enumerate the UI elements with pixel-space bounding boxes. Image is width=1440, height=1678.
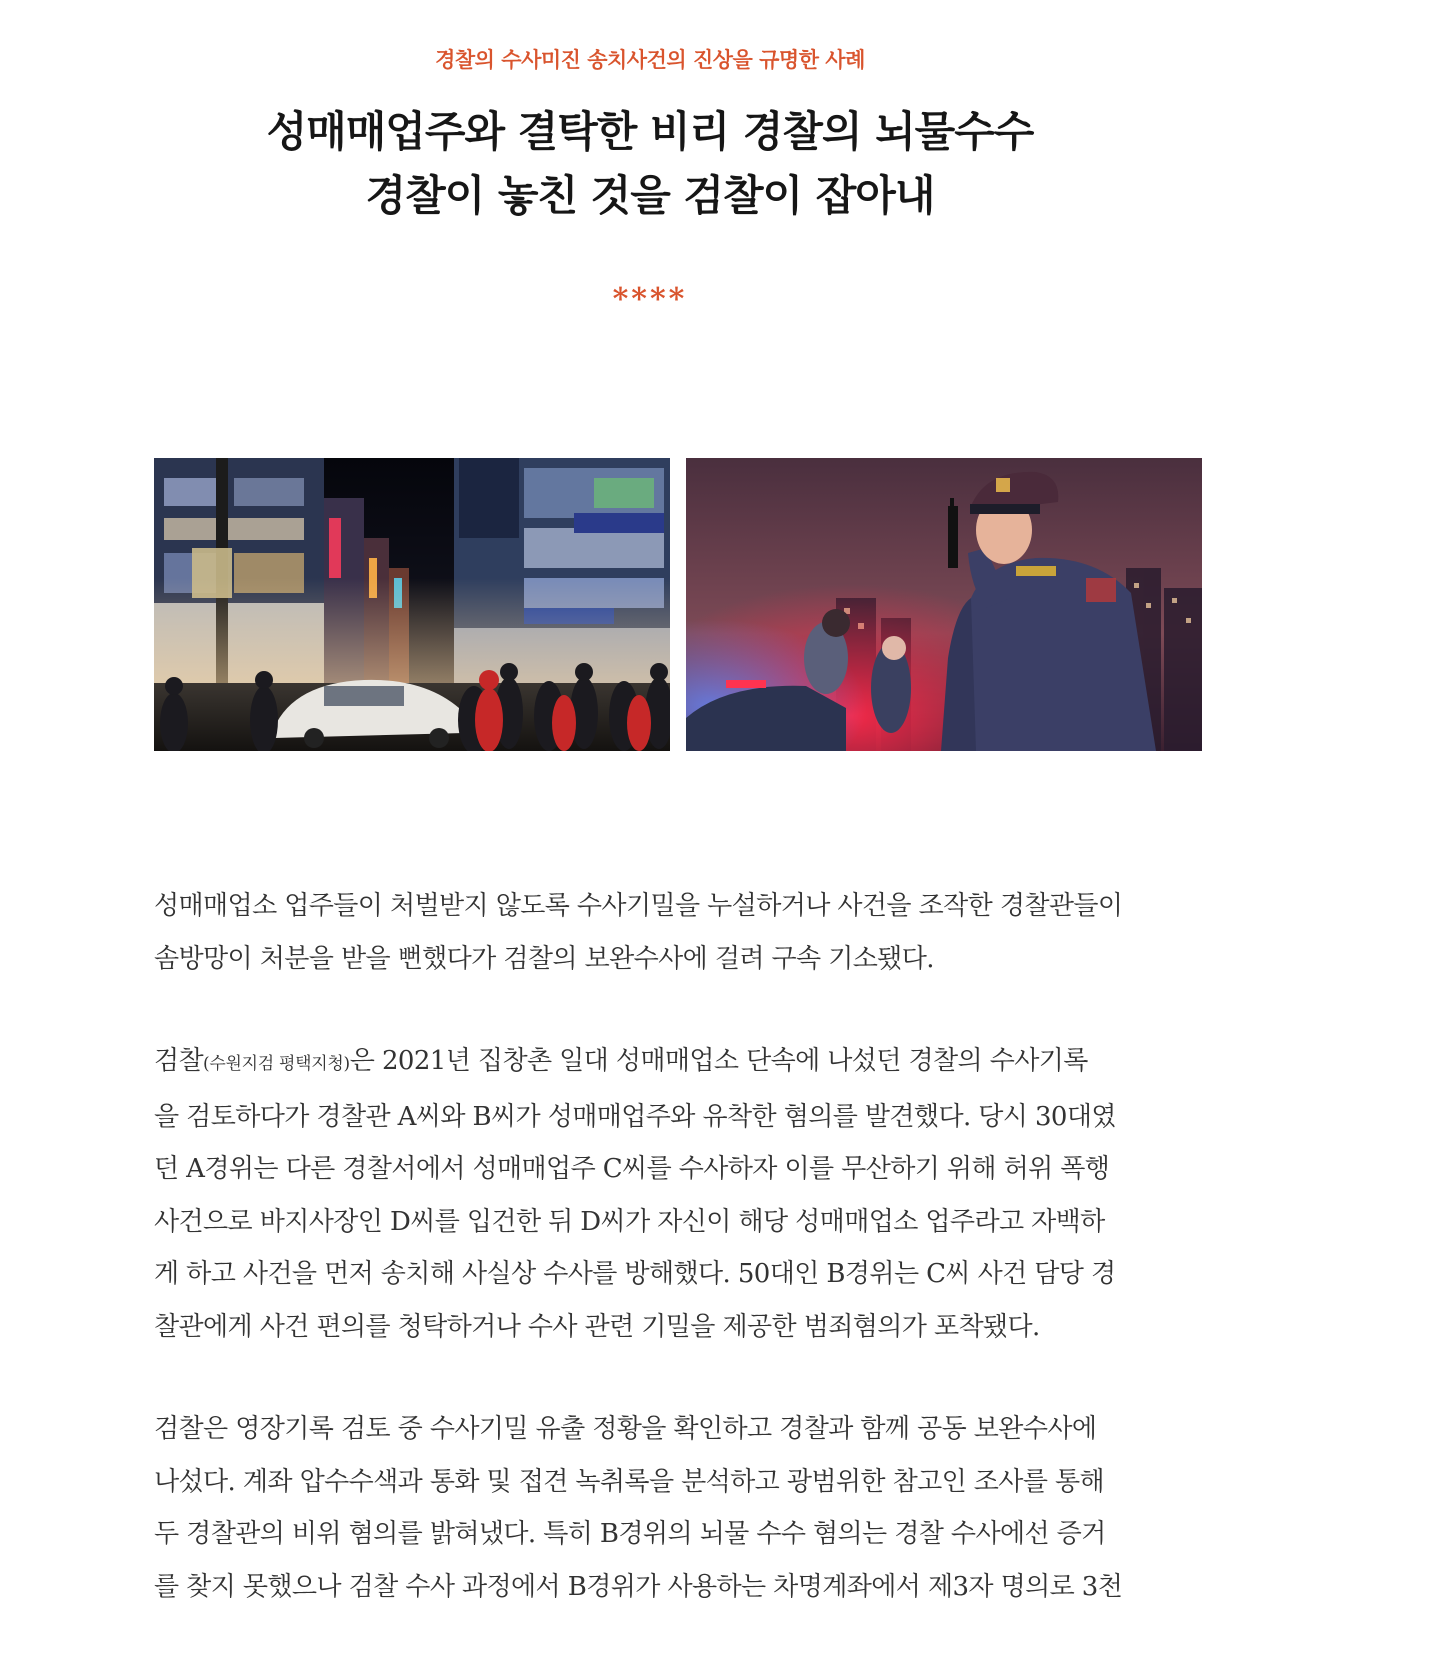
paragraph-3-line-2: 나섰다. 계좌 압수수색과 통화 및 접견 녹취록을 분석하고 광범위한 참고인 조사를 통해 [154,1466,1105,1497]
paragraph-3-line-3: 두 경찰관의 비위 혐의를 밝혀냈다. 특히 B경위의 뇌물 수수 혐의는 경찰 수사에선 증거 [154,1519,1106,1549]
police-officer-photo [686,458,1202,751]
prosecutor-office-note: (수원지검 평택지청) [203,1054,350,1074]
headline-line-1: 성매매업주와 결탁한 비리 경찰의 뇌물수수 [266,107,1034,156]
street-night-illustration [154,458,670,751]
paragraph-3-line-1: 검찰은 영장기록 검토 중 수사기밀 유출 정황을 확인하고 경찰과 함께 공동 보완수사에 [154,1414,1097,1444]
photo-row [154,458,1202,751]
paragraph-2-line-3: 던 A경위는 다른 경찰서에서 성매매업주 C씨를 수사하자 이를 무산하기 위해 허위 폭행 [154,1154,1110,1184]
asterisk-divider: **** [612,282,688,317]
police-officer-illustration [686,458,1202,751]
article-paragraph-2 [154,1035,1206,1353]
paragraph-1-line-1: 성매매업소 업주들이 처벌받지 않도록 수사기밀을 누설하거나 사건을 조작한 경찰관들이 [154,891,1123,921]
article-headline [0,100,1300,228]
paragraph-2-line-4: 사건으로 바지사장인 D씨를 입건한 뒤 D씨가 자신이 해당 성매매업소 업주라고 자백하 [154,1206,1105,1237]
paragraph-2-line-5: 게 하고 사건을 먼저 송치해 사실상 수사를 방해했다. 50대인 B경위는 C씨 사건 담당 경 [154,1259,1116,1289]
paragraph-3-line-4: 를 찾지 못했으나 검찰 수사 과정에서 B경위가 사용하는 차명계좌에서 제3자 명의로 3천 [154,1571,1123,1602]
paragraph-2-line-1 [154,1035,1206,1091]
paragraph-1-line-2: 솜방망이 처분을 받을 뻔했다가 검찰의 보완수사에 걸려 구속 기소됐다. [154,943,934,974]
paragraph-2-line-1-rest: 은 2021년 집창촌 일대 성매매업소 단속에 나섰던 경찰의 수사기록 [349,1046,1088,1076]
paragraph-2-line-6: 찰관에게 사건 편의를 청탁하거나 수사 관련 기밀을 제공한 범죄혐의가 포착됐다. [154,1311,1040,1342]
article-paragraph-3 [154,1403,1206,1613]
street-night-photo [154,458,670,751]
article-kicker: 경찰의 수사미진 송치사건의 진상을 규명한 사례 [435,48,865,72]
paragraph-2-line-1-start: 검찰 [154,1046,204,1076]
article-body [154,880,1206,1663]
article-paragraph-1 [154,880,1206,985]
headline-line-2: 경찰이 놓친 것을 검찰이 잡아내 [365,171,935,220]
paragraph-2-line-2: 을 검토하다가 경찰관 A씨와 B씨가 성매매업주와 유착한 혐의를 발견했다. 당시 30대였 [154,1101,1116,1132]
